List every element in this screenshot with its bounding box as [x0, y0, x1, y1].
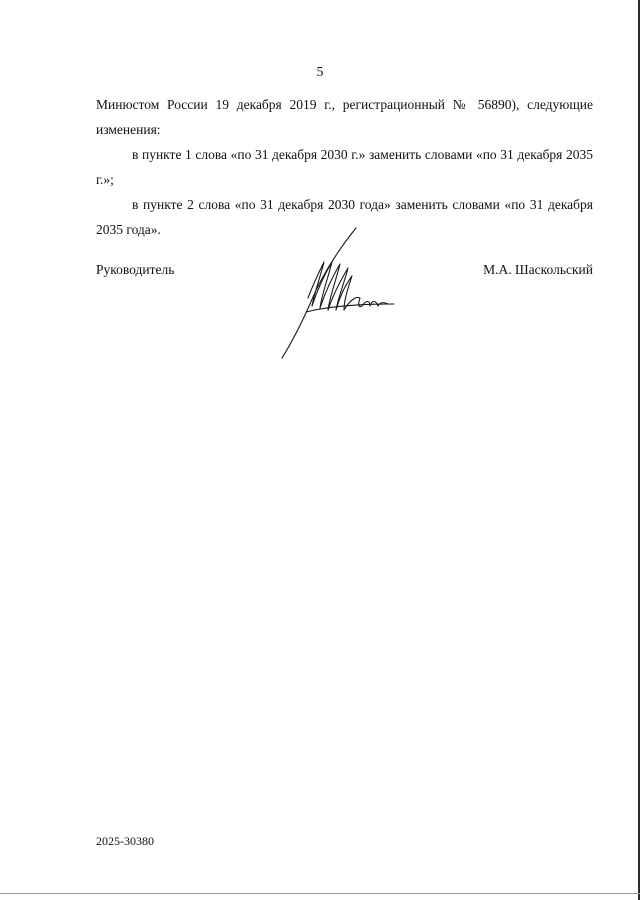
- page-number: 5: [316, 64, 324, 79]
- paragraph-item-1: в пункте 1 слова «по 31 декабря 2030 г.» заменить словами «по 31 декабря 2035 г.»;: [96, 147, 593, 187]
- signer-name: М.А. Шаскольский: [483, 262, 593, 277]
- paragraph-item-2: в пункте 2 слова «по 31 декабря 2030 года» заменить словами «по 31 декабря 2035 года».: [96, 197, 593, 237]
- scan-edge-bottom: [0, 893, 640, 894]
- handwritten-signature: [270, 222, 400, 362]
- paragraph-continuation: Минюстом России 19 декабря 2019 г., регистрационный № 56890), следующие изменения:: [96, 97, 593, 137]
- document-code: 2025-30380: [96, 834, 154, 848]
- signer-title: Руководитель: [96, 262, 175, 277]
- document-body: [96, 92, 593, 242]
